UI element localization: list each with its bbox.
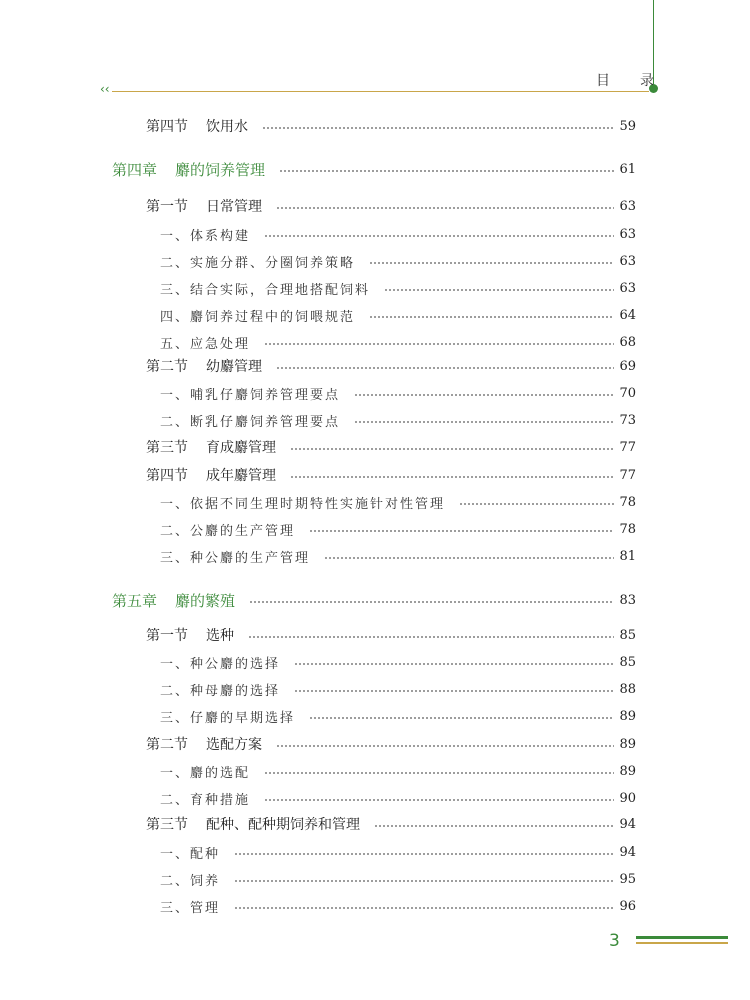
toc-entry-text: 二、饲养 <box>160 873 221 889</box>
dot-leader <box>374 825 614 827</box>
dot-leader <box>276 207 614 209</box>
toc-subsection-entry[interactable] <box>160 841 636 863</box>
dot-leader <box>324 557 614 559</box>
toc-entry-title <box>160 493 445 512</box>
toc-entry-text: 一、种公麝的选择 <box>160 656 281 672</box>
footer-bar-green <box>636 936 728 939</box>
toc-entry-title <box>112 590 235 611</box>
toc-entry-prefix: 第三节 <box>146 440 188 456</box>
toc-entry-title <box>146 116 248 136</box>
toc-entry-title <box>146 814 360 834</box>
dot-leader <box>309 530 614 532</box>
toc-entry-text: 一、依据不同生理时期特性实施针对性管理 <box>160 496 446 512</box>
toc-entry-title <box>146 625 234 645</box>
toc-page-number: 77 <box>619 439 636 455</box>
toc-page-number: 63 <box>619 280 636 296</box>
running-header-title: 目 录 <box>596 73 662 89</box>
toc-page-number: 89 <box>619 708 636 724</box>
toc-subsection-entry[interactable] <box>160 277 636 299</box>
dot-leader <box>264 772 614 774</box>
toc-entry-text: 二、种母麝的选择 <box>160 683 281 699</box>
toc-entry-text: 三、结合实际，合理地搭配饲料 <box>160 282 371 298</box>
toc-entry-text: 二、实施分群、分圈饲养策略 <box>160 255 356 271</box>
dot-leader <box>459 503 614 505</box>
dot-leader <box>234 853 614 855</box>
toc-entry-title <box>160 306 355 325</box>
dot-leader <box>290 476 614 478</box>
dot-leader <box>264 343 614 345</box>
toc-subsection-entry[interactable] <box>160 895 636 917</box>
dot-leader <box>369 316 614 318</box>
dot-leader <box>234 907 614 909</box>
toc-entry-text: 三、仔麝的早期选择 <box>160 710 296 726</box>
toc-entry-title <box>112 159 265 180</box>
dot-leader <box>264 235 614 237</box>
toc-subsection-entry[interactable] <box>160 223 636 245</box>
toc-entry-text: 二、断乳仔麝饲养管理要点 <box>160 414 341 430</box>
toc-entry-prefix: 第五章 <box>112 591 158 610</box>
dot-leader <box>369 262 614 264</box>
toc-entry-title <box>160 897 220 916</box>
toc-entry-text: 二、公麝的生产管理 <box>160 523 296 539</box>
toc-entry-title <box>160 653 280 672</box>
toc-page-number: 78 <box>619 494 636 510</box>
dot-leader <box>264 799 614 801</box>
toc-section-entry[interactable] <box>146 355 636 377</box>
toc-entry-prefix: 第二节 <box>146 737 188 753</box>
toc-entry-title <box>160 333 250 352</box>
toc-entry-title <box>160 252 355 271</box>
toc-entry-prefix: 第一节 <box>146 199 188 215</box>
toc-page-number: 83 <box>619 592 636 608</box>
toc-page-number: 77 <box>619 467 636 483</box>
toc-entry-title <box>160 411 340 430</box>
dot-leader <box>234 880 614 882</box>
toc-entry-text: 麝的饲养管理 <box>175 160 266 179</box>
chevron-left-icon: ‹‹ <box>100 82 110 96</box>
toc-page-number: 90 <box>619 790 636 806</box>
toc-entry-text: 五、应急处理 <box>160 336 251 352</box>
toc-page-number: 59 <box>619 118 636 134</box>
toc-entry-title <box>146 356 262 376</box>
toc-entry-text: 成年麝管理 <box>206 468 276 484</box>
toc-subsection-entry[interactable] <box>160 382 636 404</box>
toc-subsection-entry[interactable] <box>160 651 636 673</box>
toc-entry-text: 一、哺乳仔麝饲养管理要点 <box>160 387 341 403</box>
toc-entry-title <box>160 279 370 298</box>
toc-entry-text: 幼麝管理 <box>206 359 262 375</box>
toc-page-number: 63 <box>619 198 636 214</box>
toc-entry-text: 一、配种 <box>160 846 221 862</box>
toc-page-number: 78 <box>619 521 636 537</box>
toc-page-number: 63 <box>619 253 636 269</box>
toc-entry-title <box>146 734 262 754</box>
toc-page-number: 61 <box>619 161 636 177</box>
header-rule <box>112 91 649 92</box>
toc-entry-text: 三、管理 <box>160 900 221 916</box>
toc-subsection-entry[interactable] <box>160 678 636 700</box>
toc-entry-prefix: 第四节 <box>146 119 188 135</box>
toc-page-number: 69 <box>619 358 636 374</box>
toc-entry-title <box>160 225 250 244</box>
toc-entry-text: 饮用水 <box>206 119 248 135</box>
toc-entry-title <box>146 465 276 485</box>
dot-leader <box>384 289 614 291</box>
toc-entry-prefix: 第四章 <box>112 160 158 179</box>
toc-entry-text: 一、麝的选配 <box>160 765 251 781</box>
toc-entry-title <box>160 789 250 808</box>
toc-entry-title <box>160 843 220 862</box>
dot-leader <box>276 745 614 747</box>
toc-chapter-entry[interactable] <box>112 158 636 180</box>
toc-entry-text: 麝的繁殖 <box>175 591 236 610</box>
toc-section-entry[interactable] <box>146 733 636 755</box>
toc-entry-text: 育成麝管理 <box>206 440 276 456</box>
toc-entry-title <box>160 707 295 726</box>
toc-entry-title <box>160 384 340 403</box>
toc-entry-title <box>160 762 250 781</box>
toc-section-entry[interactable] <box>146 115 636 137</box>
toc-chapter-entry[interactable] <box>112 589 636 611</box>
toc-section-entry[interactable] <box>146 464 636 486</box>
dot-leader <box>309 717 614 719</box>
toc-entry-title <box>160 870 220 889</box>
toc-subsection-entry[interactable] <box>160 491 636 513</box>
toc-page-number: 81 <box>619 548 636 564</box>
toc-page-number: 63 <box>619 226 636 242</box>
dot-leader <box>294 663 614 665</box>
page-number: 3 <box>609 931 620 951</box>
toc-entry-prefix: 第一节 <box>146 628 188 644</box>
toc-entry-text: 配种、配种期饲养和管理 <box>206 817 360 833</box>
toc-page-number: 88 <box>619 681 636 697</box>
toc-entry-prefix: 第四节 <box>146 468 188 484</box>
toc-page-number: 96 <box>619 898 636 914</box>
toc-page-number: 70 <box>619 385 636 401</box>
toc-entry-title <box>146 437 276 457</box>
dot-leader <box>354 394 614 396</box>
toc-page-number: 94 <box>619 816 636 832</box>
dot-leader <box>249 601 614 603</box>
toc-page-number: 89 <box>619 763 636 779</box>
toc-section-entry[interactable] <box>146 436 636 458</box>
toc-entry-prefix: 第二节 <box>146 359 188 375</box>
toc-page-number: 68 <box>619 334 636 350</box>
toc-entry-text: 二、育种措施 <box>160 792 251 808</box>
toc-entry-title <box>160 547 310 566</box>
dot-leader <box>262 127 614 129</box>
toc-subsection-entry[interactable] <box>160 787 636 809</box>
toc-section-entry[interactable] <box>146 195 636 217</box>
toc-entry-prefix: 第三节 <box>146 817 188 833</box>
toc-subsection-entry[interactable] <box>160 545 636 567</box>
dot-leader <box>276 367 614 369</box>
dot-leader <box>279 170 614 172</box>
toc-entry-text: 日常管理 <box>206 199 262 215</box>
toc-section-entry[interactable] <box>146 813 636 835</box>
toc-subsection-entry[interactable] <box>160 760 636 782</box>
toc-entry-text: 四、麝饲养过程中的饲喂规范 <box>160 309 356 325</box>
toc-entry-title <box>146 196 262 216</box>
toc-page-number: 89 <box>619 736 636 752</box>
toc-subsection-entry[interactable] <box>160 409 636 431</box>
footer-bar-gold <box>636 942 728 944</box>
dot-leader <box>294 690 614 692</box>
dot-leader <box>248 636 614 638</box>
toc-page-number: 94 <box>619 844 636 860</box>
toc-entry-title <box>160 680 280 699</box>
toc-section-entry[interactable] <box>146 624 636 646</box>
toc-page-number: 73 <box>619 412 636 428</box>
toc-entry-text: 一、体系构建 <box>160 228 251 244</box>
toc-page-number: 95 <box>619 871 636 887</box>
toc-subsection-entry[interactable] <box>160 705 636 727</box>
toc-subsection-entry[interactable] <box>160 868 636 890</box>
toc-entry-text: 三、种公麝的生产管理 <box>160 550 311 566</box>
toc-page-number: 64 <box>619 307 636 323</box>
toc-subsection-entry[interactable] <box>160 304 636 326</box>
toc-entry-text: 选种 <box>206 628 234 644</box>
toc-entry-text: 选配方案 <box>206 737 262 753</box>
dot-leader <box>354 421 614 423</box>
toc-subsection-entry[interactable] <box>160 250 636 272</box>
toc-entry-title <box>160 520 295 539</box>
toc-subsection-entry[interactable] <box>160 331 636 353</box>
toc-page-number: 85 <box>619 627 636 643</box>
toc-page-number: 85 <box>619 654 636 670</box>
toc-subsection-entry[interactable] <box>160 518 636 540</box>
dot-leader <box>290 448 614 450</box>
